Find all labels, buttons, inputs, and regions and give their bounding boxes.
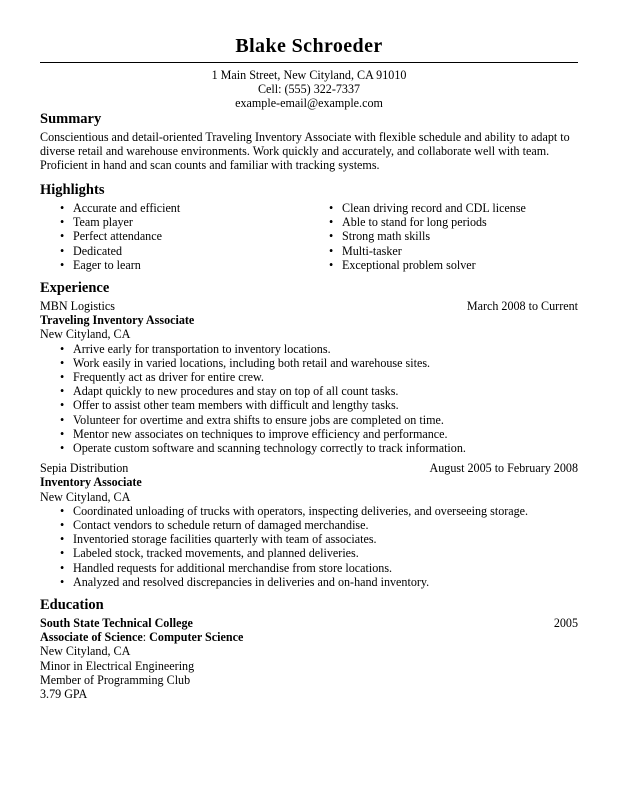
summary-title: Summary — [40, 111, 102, 127]
list-item: • Clean driving record and CDL license — [309, 201, 578, 215]
education-gpa: 3.79 GPA — [40, 687, 88, 702]
phone: Cell: (555) 322-7337 — [257, 82, 361, 97]
job-duties — [40, 342, 578, 456]
list-item: • Strong math skills — [309, 229, 578, 243]
education-title: Education — [40, 597, 104, 613]
education-section — [40, 597, 578, 701]
highlights-title: Highlights — [40, 182, 105, 198]
job-title: Inventory Associate — [40, 475, 142, 490]
list-item: • Perfect attendance — [40, 229, 309, 243]
list-item: • Volunteer for overtime and extra shifts to ensure jobs are completed on time. — [40, 413, 578, 427]
email: example-email@example.com — [235, 96, 383, 111]
list-item: • Able to stand for long periods — [309, 215, 578, 229]
job-entry — [40, 461, 578, 589]
experience-title: Experience — [40, 280, 110, 296]
list-item: • Operate custom software and scanning technology correctly to track information. — [40, 441, 578, 455]
list-item: • Accurate and efficient — [40, 201, 309, 215]
list-item: • Dedicated — [40, 244, 309, 258]
list-item: • Inventoried storage facilities quarterly with team of associates. — [40, 532, 578, 546]
list-item: • Work easily in varied locations, including both retail and warehouse sites. — [40, 356, 578, 370]
education-header — [40, 616, 578, 630]
list-item: • Coordinated unloading of trucks with operators, inspecting deliveries, and overseeing storage. — [40, 504, 578, 518]
candidate-name: Blake Schroeder — [235, 35, 383, 57]
list-item: • Adapt quickly to new procedures and stay on top of all count tasks. — [40, 384, 578, 398]
list-item: • Exceptional problem solver — [309, 258, 578, 272]
list-item: • Frequently act as driver for entire crew. — [40, 370, 578, 384]
contact-info — [0, 68, 618, 111]
company-name: Sepia Distribution — [40, 461, 129, 476]
address: 1 Main Street, New Cityland, CA 91010 — [211, 68, 407, 82]
job-location: New Cityland, CA — [40, 489, 131, 504]
school-name: South State Technical College — [40, 616, 193, 630]
job-header — [40, 299, 578, 313]
experience-section — [40, 280, 578, 595]
degree-line — [40, 630, 578, 644]
job-duties — [40, 504, 578, 589]
resume-header — [0, 34, 618, 111]
list-item: • Labeled stock, tracked movements, and planned deliveries. — [40, 546, 578, 560]
summary-section — [40, 111, 578, 173]
job-header — [40, 461, 578, 475]
list-item: • Mentor new associates on techniques to improve efficiency and performance. — [40, 427, 578, 441]
list-item: • Eager to learn — [40, 258, 309, 272]
highlights-section — [40, 182, 578, 272]
job-entry — [40, 299, 578, 455]
degree-separator: : — [142, 630, 150, 645]
degree: Associate of Science — [40, 630, 143, 645]
education-location: New Cityland, CA — [40, 644, 131, 659]
graduation-year: 2005 — [553, 616, 578, 630]
highlights-columns — [40, 201, 578, 272]
education-minor: Minor in Electrical Engineering — [40, 658, 195, 673]
list-item: • Team player — [40, 215, 309, 229]
summary-text: Conscientious and detail-oriented Traveling Inventory Associate with flexible schedule and ability to adapt to diverse retail and warehouse environments. Work quickly and accurately, and collaborate well with team. Proficient in hand and scan counts and familiar with tracking systems. — [40, 130, 570, 173]
list-item: • Offer to assist other team members with difficult and lengthy tasks. — [40, 398, 578, 412]
list-item: • Multi-tasker — [309, 244, 578, 258]
highlights-left-list — [40, 201, 309, 272]
job-location: New Cityland, CA — [40, 327, 131, 342]
job-title: Traveling Inventory Associate — [40, 313, 195, 328]
highlights-right-list — [309, 201, 578, 272]
list-item: • Analyzed and resolved discrepancies in deliveries and on-hand inventory. — [40, 575, 578, 589]
list-item: • Contact vendors to schedule return of damaged merchandise. — [40, 518, 578, 532]
field-of-study: Computer Science — [149, 630, 244, 645]
list-item: • Arrive early for transportation to inventory locations. — [40, 342, 578, 356]
company-name: MBN Logistics — [40, 299, 115, 313]
job-dates: March 2008 to Current — [466, 299, 578, 313]
header-divider — [40, 62, 578, 63]
list-item: • Handled requests for additional merchandise from store locations. — [40, 561, 578, 575]
education-activity: Member of Programming Club — [40, 672, 191, 687]
job-dates: August 2005 to February 2008 — [429, 461, 578, 476]
